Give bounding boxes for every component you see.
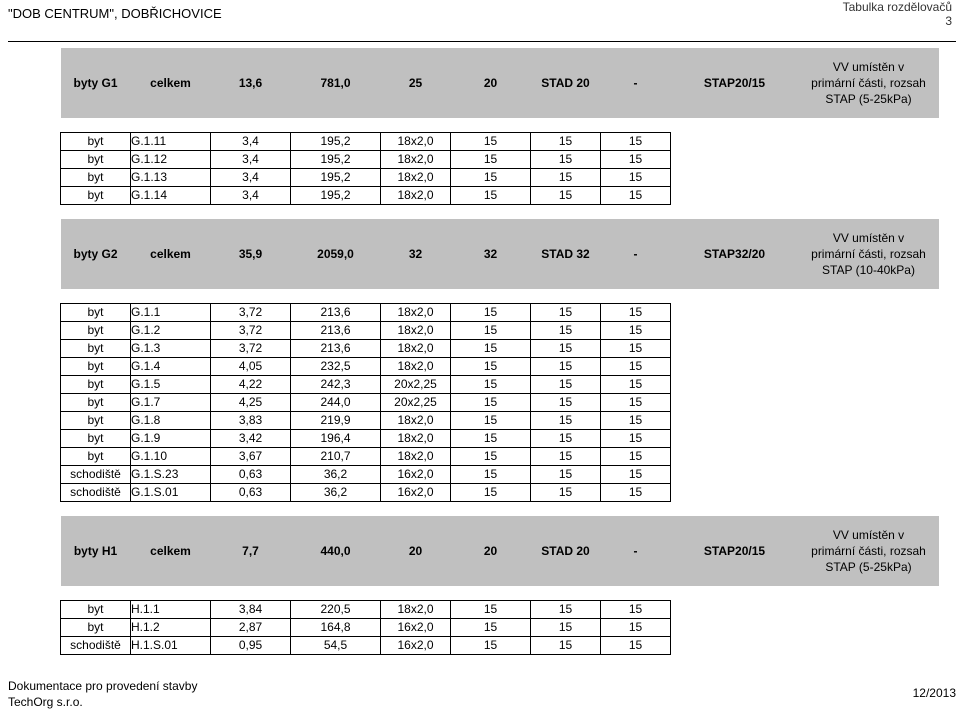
row-pipe: 20x2,25 [381,376,451,394]
row-area: 3,4 [211,187,291,205]
row-type: schodiště [61,484,131,502]
row-power: 195,2 [291,133,381,151]
footer-document-type: Dokumentace pro provedení stavby [8,679,198,693]
row-val-1: 15 [451,187,531,205]
row-val-2: 15 [531,376,601,394]
row-val-3: 15 [601,484,671,502]
table-row [61,394,939,412]
table-row [61,412,939,430]
table-row [61,601,939,619]
row-val-1: 15 [451,133,531,151]
row-type: byt [61,619,131,637]
row-empty [799,133,939,151]
row-power: 213,6 [291,340,381,358]
row-val-1: 15 [451,394,531,412]
row-area: 4,25 [211,394,291,412]
row-val-3: 15 [601,358,671,376]
row-area: 3,4 [211,169,291,187]
row-empty [799,187,939,205]
row-val-3: 15 [601,466,671,484]
row-id: G.1.7 [131,394,211,412]
row-type: byt [61,430,131,448]
row-id: H.1.1 [131,601,211,619]
group-area: 35,9 [211,219,291,289]
group-note [799,516,939,586]
group-dim-2: 32 [451,219,531,289]
row-val-1: 15 [451,448,531,466]
row-type: byt [61,412,131,430]
row-id: G.1.1 [131,304,211,322]
group-note-line: STAP (10-40kPa) [822,263,915,277]
spacer-row [61,205,939,220]
row-val-3: 15 [601,412,671,430]
row-val-2: 15 [531,430,601,448]
group-dim-1: 20 [381,516,451,586]
row-empty [799,151,939,169]
row-type: byt [61,601,131,619]
table-row [61,619,939,637]
row-val-3: 15 [601,151,671,169]
row-power: 195,2 [291,187,381,205]
row-pipe: 18x2,0 [381,412,451,430]
group-power: 781,0 [291,48,381,118]
row-val-3: 15 [601,169,671,187]
row-empty [671,619,799,637]
row-empty [799,394,939,412]
row-empty [799,619,939,637]
table-row [61,484,939,502]
row-val-3: 15 [601,187,671,205]
table-row [61,151,939,169]
table-row [61,376,939,394]
group-dim-1: 32 [381,219,451,289]
row-area: 3,67 [211,448,291,466]
row-type: byt [61,340,131,358]
row-val-2: 15 [531,637,601,655]
row-val-1: 15 [451,601,531,619]
footer-info [8,678,197,710]
row-type: byt [61,322,131,340]
row-pipe: 20x2,25 [381,394,451,412]
row-type: byt [61,187,131,205]
row-type: schodiště [61,637,131,655]
row-val-3: 15 [601,430,671,448]
group-note-line: STAP (5-25kPa) [825,92,912,106]
row-power: 213,6 [291,304,381,322]
row-val-1: 15 [451,637,531,655]
row-empty [799,430,939,448]
row-area: 3,72 [211,304,291,322]
row-pipe: 16x2,0 [381,637,451,655]
row-val-2: 15 [531,340,601,358]
table-row [61,187,939,205]
group-name: byty G2 [61,219,131,289]
group-header-row [61,48,939,118]
group-stap: STAP32/20 [671,219,799,289]
row-pipe: 18x2,0 [381,340,451,358]
group-dash: - [601,516,671,586]
group-dim-1: 25 [381,48,451,118]
row-id: G.1.10 [131,448,211,466]
row-val-2: 15 [531,394,601,412]
row-pipe: 18x2,0 [381,133,451,151]
row-empty [671,304,799,322]
table-row [61,169,939,187]
row-area: 3,42 [211,430,291,448]
row-id: G.1.4 [131,358,211,376]
row-val-1: 15 [451,376,531,394]
row-empty [799,340,939,358]
group-note [799,219,939,289]
row-power: 242,3 [291,376,381,394]
row-val-1: 15 [451,358,531,376]
row-empty [799,376,939,394]
table-row [61,637,939,655]
row-id: G.1.5 [131,376,211,394]
group-dash: - [601,219,671,289]
row-empty [671,358,799,376]
row-val-2: 15 [531,484,601,502]
row-val-1: 15 [451,340,531,358]
row-empty [799,322,939,340]
group-note-line: VV umístěn v [832,60,905,74]
row-val-1: 15 [451,619,531,637]
row-empty [671,601,799,619]
spacer-cell [61,289,939,304]
row-empty [799,304,939,322]
row-type: byt [61,151,131,169]
row-val-1: 15 [451,322,531,340]
group-note-line: primární části, rozsah [811,544,926,558]
row-val-1: 15 [451,466,531,484]
row-empty [671,340,799,358]
group-note-line: VV umístěn v [832,528,905,542]
row-power: 36,2 [291,484,381,502]
row-id: G.1.9 [131,430,211,448]
row-val-2: 15 [531,133,601,151]
table-row [61,322,939,340]
row-power: 36,2 [291,466,381,484]
row-power: 219,9 [291,412,381,430]
row-val-3: 15 [601,619,671,637]
row-empty [799,448,939,466]
row-empty [671,412,799,430]
row-val-3: 15 [601,304,671,322]
row-val-3: 15 [601,448,671,466]
group-area: 13,6 [211,48,291,118]
row-id: G.1.11 [131,133,211,151]
spacer-row [61,289,939,304]
row-area: 3,72 [211,322,291,340]
row-val-2: 15 [531,619,601,637]
row-id: G.1.13 [131,169,211,187]
row-area: 4,05 [211,358,291,376]
group-name: byty G1 [61,48,131,118]
row-empty [671,133,799,151]
row-power: 232,5 [291,358,381,376]
table-row [61,466,939,484]
row-val-2: 15 [531,466,601,484]
row-val-1: 15 [451,304,531,322]
row-power: 213,6 [291,322,381,340]
row-area: 0,63 [211,466,291,484]
spacer-cell [61,586,939,601]
group-note-line: primární části, rozsah [811,247,926,261]
group-stap: STAP20/15 [671,48,799,118]
group-valve: STAD 20 [531,48,601,118]
row-empty [671,322,799,340]
group-total-label: celkem [131,48,211,118]
row-val-1: 15 [451,430,531,448]
row-val-1: 15 [451,169,531,187]
row-val-2: 15 [531,304,601,322]
spacer-row [61,586,939,601]
row-id: H.1.2 [131,619,211,637]
row-area: 3,4 [211,151,291,169]
row-empty [799,412,939,430]
group-power: 2059,0 [291,219,381,289]
row-val-2: 15 [531,448,601,466]
header-right [843,0,952,28]
row-empty [799,466,939,484]
row-val-2: 15 [531,187,601,205]
table-row [61,304,939,322]
row-val-3: 15 [601,133,671,151]
row-power: 164,8 [291,619,381,637]
row-type: byt [61,394,131,412]
row-pipe: 18x2,0 [381,169,451,187]
table-row [61,340,939,358]
row-id: G.1.2 [131,322,211,340]
row-id: G.1.12 [131,151,211,169]
row-type: byt [61,358,131,376]
row-id: H.1.S.01 [131,637,211,655]
row-val-2: 15 [531,169,601,187]
row-type: byt [61,169,131,187]
row-empty [799,484,939,502]
row-empty [799,169,939,187]
row-power: 244,0 [291,394,381,412]
row-pipe: 18x2,0 [381,187,451,205]
row-empty [671,466,799,484]
row-val-3: 15 [601,601,671,619]
row-pipe: 18x2,0 [381,601,451,619]
row-pipe: 18x2,0 [381,430,451,448]
group-header-row [61,516,939,586]
row-area: 3,4 [211,133,291,151]
row-val-2: 15 [531,322,601,340]
row-val-1: 15 [451,151,531,169]
row-pipe: 16x2,0 [381,466,451,484]
spacer-row [61,118,939,133]
row-power: 195,2 [291,169,381,187]
footer-date: 12/2013 [912,686,956,700]
row-val-2: 15 [531,601,601,619]
row-empty [671,394,799,412]
group-total-label: celkem [131,516,211,586]
row-val-3: 15 [601,394,671,412]
row-area: 4,22 [211,376,291,394]
header-project-title: "DOB CENTRUM", DOBŘICHOVICE [8,6,222,21]
row-empty [671,376,799,394]
row-area: 2,87 [211,619,291,637]
row-type: byt [61,304,131,322]
row-val-2: 15 [531,412,601,430]
group-name: byty H1 [61,516,131,586]
row-id: G.1.S.23 [131,466,211,484]
group-total-label: celkem [131,219,211,289]
row-area: 3,72 [211,340,291,358]
spacer-cell [61,205,939,220]
row-type: byt [61,133,131,151]
row-id: G.1.14 [131,187,211,205]
spacer-cell [61,502,939,517]
row-power: 54,5 [291,637,381,655]
row-area: 0,95 [211,637,291,655]
group-power: 440,0 [291,516,381,586]
row-area: 0,63 [211,484,291,502]
row-pipe: 18x2,0 [381,151,451,169]
group-header-row [61,219,939,289]
group-dim-2: 20 [451,48,531,118]
row-type: byt [61,448,131,466]
row-power: 196,4 [291,430,381,448]
row-empty [671,637,799,655]
row-val-1: 15 [451,412,531,430]
row-empty [671,169,799,187]
group-note-line: STAP (5-25kPa) [825,560,912,574]
row-pipe: 18x2,0 [381,304,451,322]
row-empty [799,637,939,655]
row-empty [671,448,799,466]
row-empty [799,358,939,376]
page-number: 3 [945,14,952,28]
row-id: G.1.8 [131,412,211,430]
row-pipe: 18x2,0 [381,358,451,376]
spacer-cell [61,118,939,133]
distributor-table [60,48,939,655]
table-row [61,448,939,466]
row-val-1: 15 [451,484,531,502]
row-pipe: 16x2,0 [381,619,451,637]
row-type: schodiště [61,466,131,484]
group-valve: STAD 20 [531,516,601,586]
group-valve: STAD 32 [531,219,601,289]
row-val-3: 15 [601,376,671,394]
row-type: byt [61,376,131,394]
row-pipe: 16x2,0 [381,484,451,502]
header-divider [8,41,956,42]
row-area: 3,83 [211,412,291,430]
group-note-line: VV umístěn v [832,231,905,245]
row-id: G.1.S.01 [131,484,211,502]
row-power: 195,2 [291,151,381,169]
row-val-3: 15 [601,340,671,358]
row-id: G.1.3 [131,340,211,358]
table-row [61,358,939,376]
row-empty [799,601,939,619]
footer-company: TechOrg s.r.o. [8,695,83,709]
row-empty [671,187,799,205]
table-row [61,133,939,151]
row-val-2: 15 [531,151,601,169]
header-document-title: Tabulka rozdělovačů [842,0,952,14]
row-empty [671,484,799,502]
row-pipe: 18x2,0 [381,448,451,466]
group-stap: STAP20/15 [671,516,799,586]
row-val-3: 15 [601,322,671,340]
group-area: 7,7 [211,516,291,586]
row-area: 3,84 [211,601,291,619]
group-dim-2: 20 [451,516,531,586]
table-row [61,430,939,448]
row-empty [671,430,799,448]
row-val-3: 15 [601,637,671,655]
group-note [799,48,939,118]
row-empty [671,151,799,169]
row-power: 220,5 [291,601,381,619]
row-pipe: 18x2,0 [381,322,451,340]
row-val-2: 15 [531,358,601,376]
group-dash: - [601,48,671,118]
row-power: 210,7 [291,448,381,466]
group-note-line: primární části, rozsah [811,76,926,90]
spacer-row [61,502,939,517]
